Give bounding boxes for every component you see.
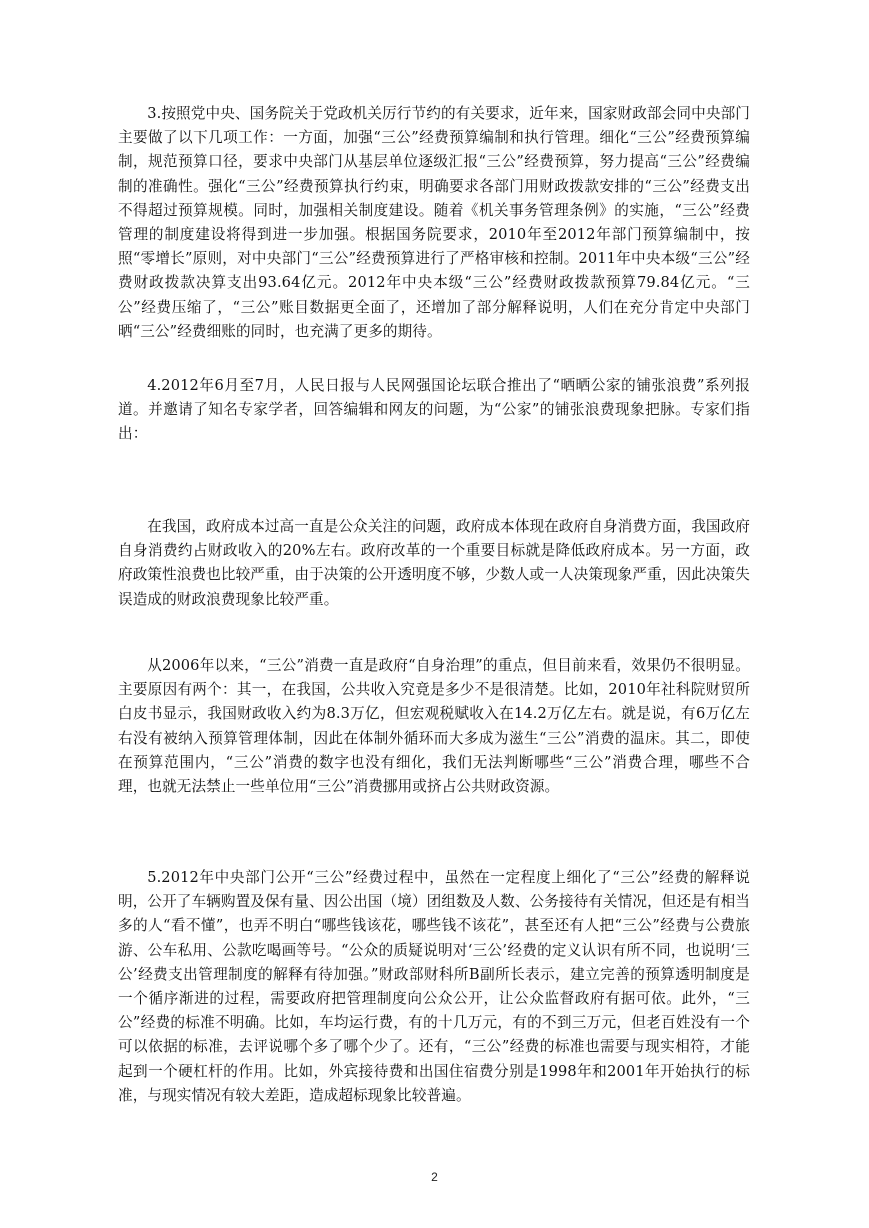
paragraph-3-expense-management: 3.按照党中央、国务院关于党政机关厉行节约的有关要求，近年来，国家财政部会同中央部门主要做了以下几项工作：一方面，加强“三公”经费预算编制和执行管理。细化“三公”经费预算编制，规范预算口径，要求中央部门从基层单位逐级汇报“三公”经费预算，努力提高“三公”经费编制的准确性。强化“三公”经费预算执行约束，明确要求各部门用财政拨款安排的“三公”经费支出不得超过预算规模。同时，加强相关制度建设。随着《机关事务管理条例》的实施，“三公”经费管理的制度建设将得到进一步加强。根据国务院要求，2010年至2012年部门预算编制中，按照“零增长”原则，对中央部门“三公”经费预算进行了严格审核和控制。2011年中央本级“三公”经费财政拨款决算支出93.64亿元。2012年中央本级“三公”经费财政拨款预算79.84亿元。“三公”经费压缩了，“三公”账目数据更全面了，还增加了部分解释说明，人们在充分肯定中央部门晒“三公”经费细账的同时，也充满了更多的期待。: [118, 105, 750, 340]
paragraph-5-disclosure: 5.2012年中央部门公开“三公”经费过程中，虽然在一定程度上细化了“三公”经费的解释说明，公开了车辆购置及保有量、因公出国（境）团组数及人数、公务接待有关情况，但还是有相当多的人“看不懂”，也弄不明白“哪些钱该花，哪些钱不该花”，甚至还有人把“三公”经费与公费旅游、公车私用、公款吃喝画等号。“公众的质疑说明对‘三公’经费的定义认识有所不同，也说明‘三公’经费支出管理制度的解释有待加强。”财政部财科所B副所长表示，建立完善的预算透明制度是一个循序渐进的过程，需要政府把管理制度向公众公开，让公众监督政府有据可依。此外，“三公”经费的标准不明确。比如，车均运行费，有的十几万元，有的不到三万元，但老百姓没有一个可以依据的标准，去评说哪个多了哪个少了。还有，“三公”经费的标准也需要与现实相符，才能起到一个硬杠杆的作用。比如，外宾接待费和出国住宿费分别是1998年和2001年开始执行的标准，与现实情况有较大差距，造成超标现象比较普遍。: [118, 869, 750, 1104]
paragraph-self-governance: 从2006年以来，“三公”消费一直是政府“自身治理”的重点，但目前来看，效果仍不很明显。主要原因有两个：其一，在我国，公共收入究竟是多少不是很清楚。比如，2010年社科院财贸所白皮书显示，我国财政收入约为8.3万亿，但宏观税赋收入在14.2万亿左右。就是说，有6万亿左右没有被纳入预算管理体制，因此在体制外循环而大多成为滋生“三公”消费的温床。其二，即使在预算范围内，“三公”消费的数字也没有细化，我们无法判断哪些“三公”消费合理，哪些不合理，也就无法禁止一些单位用“三公”消费挪用或挤占公共财政资源。: [118, 657, 750, 796]
paragraph-government-cost: 在我国，政府成本过高一直是公众关注的问题，政府成本体现在政府自身消费方面，我国政府自身消费约占财政收入的20%左右。政府改革的一个重要目标就是降低政府成本。另一方面，政府政策性浪费也比较严重，由于决策的公开透明度不够，少数人或一人决策现象严重，因此决策失误造成的财政浪费现象比较严重。: [118, 518, 750, 608]
page-number: 2: [431, 1170, 438, 1184]
paragraph-4-series-report: 4.2012年6月至7月，人民日报与人民网强国论坛联合推出了“晒晒公家的铺张浪费”系列报道。并邀请了知名专家学者，回答编辑和网友的问题，为“公家”的铺张浪费现象把脉。专家们指出：: [118, 377, 750, 443]
